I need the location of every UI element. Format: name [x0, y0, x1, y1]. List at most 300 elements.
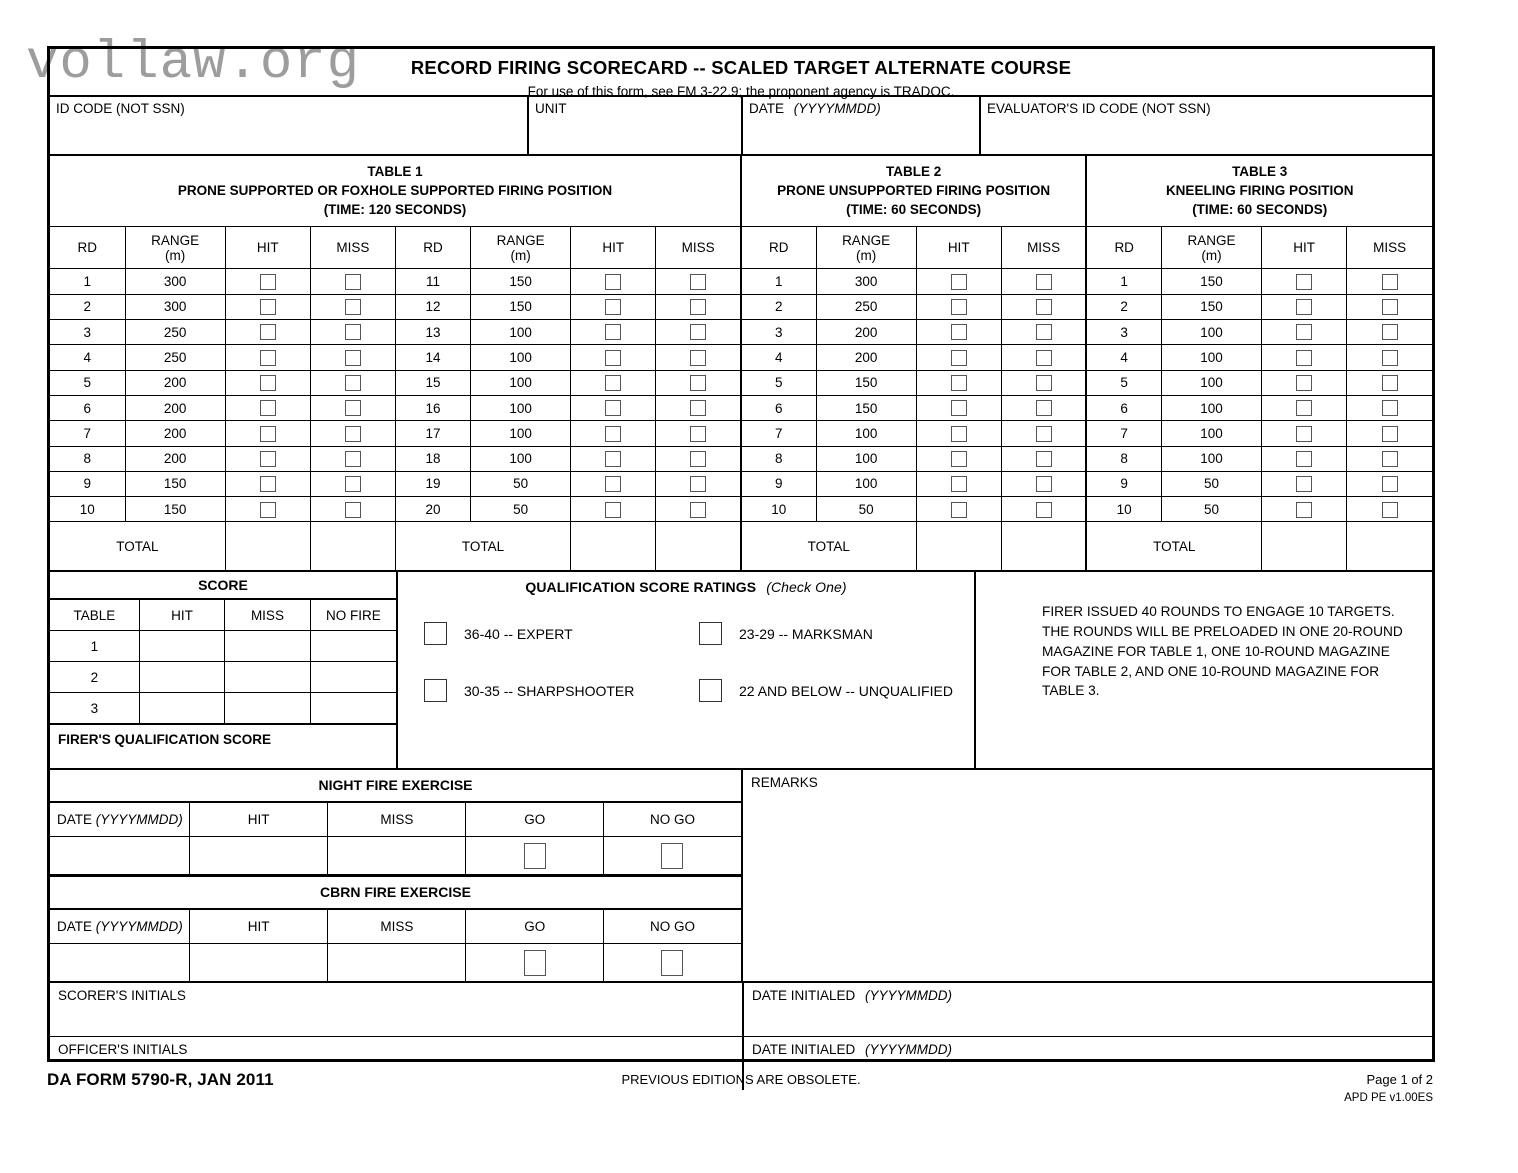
- table-1-total-hit-right[interactable]: [571, 522, 656, 572]
- t2-miss-cell[interactable]: [1001, 471, 1086, 496]
- checkbox-icon[interactable]: [690, 274, 706, 290]
- checkbox-icon[interactable]: [951, 426, 967, 442]
- night-fire-nogo-header: NO GO: [603, 803, 741, 837]
- col-rd: RD: [395, 227, 470, 269]
- t3-miss-cell[interactable]: [1347, 395, 1432, 420]
- t1-left-miss-cell[interactable]: [310, 421, 395, 446]
- t3-hit-cell[interactable]: [1262, 421, 1347, 446]
- t1-right-miss-cell[interactable]: [656, 269, 741, 294]
- t3-range: 100: [1161, 446, 1261, 471]
- col-miss: MISS: [310, 227, 395, 269]
- col-range-unit: (m): [1201, 247, 1222, 263]
- t1-left-hit-cell[interactable]: [225, 446, 310, 471]
- t1-right-range: 150: [471, 294, 571, 319]
- table-row: [50, 497, 1432, 522]
- t1-left-rd: 7: [50, 421, 125, 446]
- cbrn-fire-nogo-header: NO GO: [603, 910, 741, 944]
- checkbox-icon[interactable]: [1382, 426, 1398, 442]
- t1-right-hit-cell[interactable]: [571, 370, 656, 395]
- score-row: [50, 693, 396, 724]
- officer-date-initialed-field[interactable]: [743, 1037, 1432, 1091]
- checkbox-icon[interactable]: [661, 950, 683, 976]
- t1-right-rd: 11: [395, 269, 470, 294]
- t3-range: 100: [1161, 421, 1261, 446]
- scorer-date-initialed-field[interactable]: [743, 983, 1432, 1037]
- t1-right-hit-cell[interactable]: [571, 446, 656, 471]
- table-2-total-hit[interactable]: [916, 522, 1001, 572]
- t3-hit-cell[interactable]: [1262, 320, 1347, 345]
- t1-left-miss-cell[interactable]: [310, 370, 395, 395]
- checkbox-icon[interactable]: [605, 350, 621, 366]
- qualification-option-sharpshooter[interactable]: [424, 679, 699, 702]
- t1-left-rd: 2: [50, 294, 125, 319]
- t1-right-hit-cell[interactable]: [571, 269, 656, 294]
- t1-right-rd: 12: [395, 294, 470, 319]
- score-row-miss[interactable]: [225, 631, 310, 662]
- t2-miss-cell[interactable]: [1001, 395, 1086, 420]
- t3-hit-cell[interactable]: [1262, 269, 1347, 294]
- checkbox-icon[interactable]: [1382, 451, 1398, 467]
- t1-left-miss-cell[interactable]: [310, 320, 395, 345]
- score-row-nofire[interactable]: [310, 693, 396, 724]
- score-qualification-section: [50, 572, 1432, 768]
- t3-hit-cell[interactable]: [1262, 446, 1347, 471]
- t1-left-hit-cell[interactable]: [225, 320, 310, 345]
- checkbox-icon[interactable]: [1036, 299, 1052, 315]
- t2-hit-cell[interactable]: [916, 446, 1001, 471]
- t3-range: 100: [1161, 395, 1261, 420]
- t3-range: 50: [1161, 471, 1261, 496]
- t2-hit-cell[interactable]: [916, 471, 1001, 496]
- qualification-check-one-hint: (Check One): [766, 579, 847, 596]
- score-row-miss[interactable]: [225, 693, 310, 724]
- checkbox-icon[interactable]: [1296, 502, 1312, 518]
- checkbox-icon[interactable]: [661, 843, 683, 869]
- unit-field[interactable]: [528, 97, 742, 155]
- evaluator-id-field[interactable]: [980, 97, 1432, 155]
- t1-right-hit-cell[interactable]: [571, 320, 656, 345]
- t1-left-hit-cell[interactable]: [225, 345, 310, 370]
- t2-hit-cell[interactable]: [916, 269, 1001, 294]
- cbrn-fire-miss-value[interactable]: [328, 944, 466, 982]
- checkbox-icon[interactable]: [345, 299, 361, 315]
- t1-right-miss-cell[interactable]: [656, 471, 741, 496]
- t2-rd: 5: [741, 370, 816, 395]
- checkbox-icon[interactable]: [1036, 350, 1052, 366]
- checkbox-icon[interactable]: [1382, 274, 1398, 290]
- checkbox-icon[interactable]: [345, 400, 361, 416]
- t2-miss-cell[interactable]: [1001, 269, 1086, 294]
- t3-hit-cell[interactable]: [1262, 294, 1347, 319]
- checkbox-icon[interactable]: [524, 950, 546, 976]
- checkbox-icon[interactable]: [1382, 299, 1398, 315]
- checkbox-icon[interactable]: [951, 476, 967, 492]
- checkbox-icon[interactable]: [605, 375, 621, 391]
- col-range-unit: (m): [510, 247, 531, 263]
- checkbox-icon[interactable]: [260, 502, 276, 518]
- cbrn-fire-date-label: DATE: [57, 919, 93, 935]
- t1-left-rd: 5: [50, 370, 125, 395]
- checkbox-icon[interactable]: [524, 843, 546, 869]
- checkbox-icon[interactable]: [424, 679, 447, 702]
- scorer-initials-field[interactable]: [50, 983, 743, 1037]
- col-range: [816, 227, 916, 269]
- checkbox-icon[interactable]: [1036, 426, 1052, 442]
- qualification-option-label: 36-40 -- EXPERT: [464, 625, 573, 642]
- qualification-option-marksman[interactable]: [699, 622, 974, 645]
- date-label: DATE: [749, 101, 785, 116]
- t2-miss-cell[interactable]: [1001, 320, 1086, 345]
- checkbox-icon[interactable]: [1296, 400, 1312, 416]
- checkbox-icon[interactable]: [1382, 350, 1398, 366]
- checkbox-icon[interactable]: [1036, 375, 1052, 391]
- t2-rd: 6: [741, 395, 816, 420]
- night-fire-date-value[interactable]: [50, 837, 190, 875]
- table-1-header: [50, 156, 741, 227]
- t3-hit-cell[interactable]: [1262, 471, 1347, 496]
- checkbox-icon[interactable]: [951, 400, 967, 416]
- ammunition-note-panel: [976, 572, 1432, 768]
- checkbox-icon[interactable]: [605, 400, 621, 416]
- t2-range: 250: [816, 294, 916, 319]
- score-row-hit[interactable]: [139, 662, 224, 693]
- officer-initials-label: OFFICER'S INITIALS: [58, 1042, 188, 1058]
- t1-left-range: 200: [125, 446, 225, 471]
- score-table: [50, 599, 396, 723]
- t2-hit-cell[interactable]: [916, 395, 1001, 420]
- t3-hit-cell[interactable]: [1262, 370, 1347, 395]
- t1-right-miss-cell[interactable]: [656, 294, 741, 319]
- t1-left-miss-cell[interactable]: [310, 345, 395, 370]
- checkbox-icon[interactable]: [1036, 274, 1052, 290]
- night-fire-hit-value[interactable]: [190, 837, 328, 875]
- t1-right-hit-cell[interactable]: [571, 497, 656, 522]
- checkbox-icon[interactable]: [260, 274, 276, 290]
- t1-left-rd: 8: [50, 446, 125, 471]
- checkbox-icon[interactable]: [690, 502, 706, 518]
- t2-range: 100: [816, 421, 916, 446]
- t1-left-hit-cell[interactable]: [225, 395, 310, 420]
- t3-rd: 10: [1086, 497, 1161, 522]
- t1-right-hit-cell[interactable]: [571, 345, 656, 370]
- checkbox-icon[interactable]: [690, 426, 706, 442]
- checkbox-icon[interactable]: [1296, 350, 1312, 366]
- checkbox-icon[interactable]: [951, 324, 967, 340]
- checkbox-icon[interactable]: [1036, 476, 1052, 492]
- checkbox-icon[interactable]: [690, 451, 706, 467]
- night-fire-date-header: [50, 803, 190, 837]
- t3-rd: 4: [1086, 345, 1161, 370]
- col-rd: RD: [1086, 227, 1161, 269]
- checkbox-icon[interactable]: [951, 451, 967, 467]
- checkbox-icon[interactable]: [424, 622, 447, 645]
- score-col-table: TABLE: [50, 600, 139, 631]
- night-cbrn-panel: [50, 770, 743, 981]
- checkbox-icon[interactable]: [1036, 400, 1052, 416]
- checkbox-icon[interactable]: [1382, 476, 1398, 492]
- checkbox-icon[interactable]: [1296, 274, 1312, 290]
- remarks-panel[interactable]: [743, 770, 1432, 981]
- t2-miss-cell[interactable]: [1001, 345, 1086, 370]
- qualification-option-unqualified[interactable]: [699, 679, 974, 702]
- t2-rd: 8: [741, 446, 816, 471]
- t3-miss-cell[interactable]: [1347, 320, 1432, 345]
- t1-right-hit-cell[interactable]: [571, 471, 656, 496]
- night-fire-miss-value[interactable]: [328, 837, 466, 875]
- night-fire-nogo-cell[interactable]: [603, 837, 741, 875]
- checkbox-icon[interactable]: [605, 299, 621, 315]
- checkbox-icon[interactable]: [260, 451, 276, 467]
- score-title: SCORE: [50, 572, 396, 599]
- officer-initials-field[interactable]: [50, 1037, 743, 1091]
- checkbox-icon[interactable]: [260, 476, 276, 492]
- t3-hit-cell[interactable]: [1262, 345, 1347, 370]
- table-1-total-miss-right[interactable]: [656, 522, 741, 572]
- id-code-field[interactable]: [50, 97, 528, 155]
- t1-right-range: 100: [471, 345, 571, 370]
- checkbox-icon[interactable]: [690, 400, 706, 416]
- t1-left-rd: 10: [50, 497, 125, 522]
- t3-hit-cell[interactable]: [1262, 497, 1347, 522]
- watermark: vollaw.org: [26, 33, 361, 94]
- table-3-time: (TIME: 60 SECONDS): [1192, 202, 1328, 218]
- table-1-time: (TIME: 120 SECONDS): [323, 202, 467, 218]
- t1-right-miss-cell[interactable]: [656, 446, 741, 471]
- col-rd: RD: [50, 227, 125, 269]
- checkbox-icon[interactable]: [605, 426, 621, 442]
- checkbox-icon[interactable]: [345, 350, 361, 366]
- t2-range: 100: [816, 471, 916, 496]
- remarks-label: REMARKS: [751, 775, 818, 791]
- cbrn-fire-miss-header: MISS: [328, 910, 466, 944]
- checkbox-icon[interactable]: [345, 502, 361, 518]
- checkbox-icon[interactable]: [260, 426, 276, 442]
- t1-right-range: 100: [471, 446, 571, 471]
- checkbox-icon[interactable]: [1296, 451, 1312, 467]
- checkbox-icon[interactable]: [1296, 476, 1312, 492]
- qualification-panel: [398, 572, 976, 768]
- score-row: [50, 631, 396, 662]
- t2-hit-cell[interactable]: [916, 370, 1001, 395]
- t3-miss-cell[interactable]: [1347, 446, 1432, 471]
- table-1-total-miss-left[interactable]: [310, 522, 395, 572]
- t1-right-miss-cell[interactable]: [656, 421, 741, 446]
- checkbox-icon[interactable]: [1296, 324, 1312, 340]
- checkbox-icon[interactable]: [1296, 299, 1312, 315]
- t1-right-rd: 15: [395, 370, 470, 395]
- checkbox-icon[interactable]: [690, 324, 706, 340]
- table-2-time: (TIME: 60 SECONDS): [846, 202, 982, 218]
- t1-left-rd: 6: [50, 395, 125, 420]
- t3-miss-cell[interactable]: [1347, 370, 1432, 395]
- score-col-nofire: NO FIRE: [310, 600, 396, 631]
- checkbox-icon[interactable]: [605, 324, 621, 340]
- table-3-total-miss[interactable]: [1347, 522, 1432, 572]
- t1-left-rd: 4: [50, 345, 125, 370]
- score-row-nofire[interactable]: [310, 662, 396, 693]
- t2-hit-cell[interactable]: [916, 497, 1001, 522]
- cbrn-fire-table: [50, 909, 741, 981]
- t1-left-miss-cell[interactable]: [310, 395, 395, 420]
- checkbox-icon[interactable]: [690, 476, 706, 492]
- t3-rd: 6: [1086, 395, 1161, 420]
- checkbox-icon[interactable]: [1296, 375, 1312, 391]
- t2-hit-cell[interactable]: [916, 320, 1001, 345]
- checkbox-icon[interactable]: [605, 274, 621, 290]
- t2-hit-cell[interactable]: [916, 294, 1001, 319]
- t2-miss-cell[interactable]: [1001, 446, 1086, 471]
- t3-rd: 2: [1086, 294, 1161, 319]
- checkbox-icon[interactable]: [690, 375, 706, 391]
- t3-miss-cell[interactable]: [1347, 497, 1432, 522]
- t1-left-hit-cell[interactable]: [225, 497, 310, 522]
- t1-left-hit-cell[interactable]: [225, 370, 310, 395]
- t1-left-hit-cell[interactable]: [225, 294, 310, 319]
- t1-right-hit-cell[interactable]: [571, 294, 656, 319]
- t1-left-hit-cell[interactable]: [225, 421, 310, 446]
- checkbox-icon[interactable]: [260, 299, 276, 315]
- checkbox-icon[interactable]: [1296, 426, 1312, 442]
- checkbox-icon[interactable]: [690, 350, 706, 366]
- table-row: [50, 294, 1432, 319]
- t3-hit-cell[interactable]: [1262, 395, 1347, 420]
- score-row-nofire[interactable]: [310, 631, 396, 662]
- cbrn-fire-hit-value[interactable]: [190, 944, 328, 982]
- table-3-position: KNEELING FIRING POSITION: [1165, 183, 1354, 199]
- night-fire-go-header: GO: [466, 803, 604, 837]
- date-initialed-format: (YYYYMMDD): [865, 1042, 953, 1058]
- checkbox-icon[interactable]: [260, 400, 276, 416]
- col-range-label: RANGE: [1187, 232, 1236, 248]
- t1-right-rd: 13: [395, 320, 470, 345]
- t2-miss-cell[interactable]: [1001, 497, 1086, 522]
- t1-right-range: 50: [471, 471, 571, 496]
- t1-left-miss-cell[interactable]: [310, 269, 395, 294]
- checkbox-icon[interactable]: [605, 451, 621, 467]
- t1-right-hit-cell[interactable]: [571, 395, 656, 420]
- checkbox-icon[interactable]: [1382, 324, 1398, 340]
- checkbox-icon[interactable]: [345, 274, 361, 290]
- checkbox-icon[interactable]: [605, 502, 621, 518]
- table-1-total-hit-left[interactable]: [225, 522, 310, 572]
- score-row-hit[interactable]: [139, 693, 224, 724]
- t1-right-range: 150: [471, 269, 571, 294]
- t2-miss-cell[interactable]: [1001, 294, 1086, 319]
- table-2-total-label: TOTAL: [741, 522, 916, 572]
- title-block: [50, 49, 1432, 100]
- checkbox-icon[interactable]: [260, 375, 276, 391]
- t2-miss-cell[interactable]: [1001, 370, 1086, 395]
- checkbox-icon[interactable]: [260, 350, 276, 366]
- checkbox-icon[interactable]: [690, 299, 706, 315]
- checkbox-icon[interactable]: [1036, 451, 1052, 467]
- table-row: [50, 345, 1432, 370]
- t3-miss-cell[interactable]: [1347, 421, 1432, 446]
- checkbox-icon[interactable]: [345, 324, 361, 340]
- t1-left-miss-cell[interactable]: [310, 446, 395, 471]
- t1-right-miss-cell[interactable]: [656, 320, 741, 345]
- t3-miss-cell[interactable]: [1347, 471, 1432, 496]
- checkbox-icon[interactable]: [951, 350, 967, 366]
- checkbox-icon[interactable]: [951, 502, 967, 518]
- checkbox-icon[interactable]: [1382, 502, 1398, 518]
- qualification-title: [398, 572, 974, 595]
- cbrn-fire-nogo-cell[interactable]: [603, 944, 741, 982]
- t1-right-rd: 19: [395, 471, 470, 496]
- score-row-hit[interactable]: [139, 631, 224, 662]
- checkbox-icon[interactable]: [260, 324, 276, 340]
- cbrn-fire-hit-header: HIT: [190, 910, 328, 944]
- date-field[interactable]: [742, 97, 980, 155]
- score-row-miss[interactable]: [225, 662, 310, 693]
- t1-right-hit-cell[interactable]: [571, 421, 656, 446]
- cbrn-fire-date-value[interactable]: [50, 944, 190, 982]
- t3-miss-cell[interactable]: [1347, 294, 1432, 319]
- checkbox-icon[interactable]: [1036, 502, 1052, 518]
- apd-version: APD PE v1.00ES: [1344, 1092, 1433, 1104]
- t1-left-hit-cell[interactable]: [225, 471, 310, 496]
- checkbox-icon[interactable]: [605, 476, 621, 492]
- checkbox-icon[interactable]: [951, 274, 967, 290]
- checkbox-icon[interactable]: [699, 622, 722, 645]
- checkbox-icon[interactable]: [951, 299, 967, 315]
- night-fire-date-format: (YYYYMMDD): [95, 812, 183, 828]
- cbrn-fire-go-cell[interactable]: [466, 944, 604, 982]
- table-3-name: TABLE 3: [1232, 164, 1288, 179]
- t2-miss-cell[interactable]: [1001, 421, 1086, 446]
- t1-right-miss-cell[interactable]: [656, 395, 741, 420]
- checkbox-icon[interactable]: [951, 375, 967, 391]
- t1-left-miss-cell[interactable]: [310, 294, 395, 319]
- t3-miss-cell[interactable]: [1347, 269, 1432, 294]
- t1-left-miss-cell[interactable]: [310, 471, 395, 496]
- checkbox-icon[interactable]: [1382, 400, 1398, 416]
- checkbox-icon[interactable]: [345, 451, 361, 467]
- checkbox-icon[interactable]: [1036, 324, 1052, 340]
- checkbox-icon[interactable]: [345, 476, 361, 492]
- t2-rd: 2: [741, 294, 816, 319]
- t1-left-miss-cell[interactable]: [310, 497, 395, 522]
- col-hit: HIT: [1262, 227, 1347, 269]
- t1-right-miss-cell[interactable]: [656, 497, 741, 522]
- t2-rd: 4: [741, 345, 816, 370]
- identification-row: [50, 97, 1432, 156]
- t3-miss-cell[interactable]: [1347, 345, 1432, 370]
- qualification-option-expert[interactable]: [424, 622, 699, 645]
- night-fire-miss-header: MISS: [328, 803, 466, 837]
- t2-range: 150: [816, 395, 916, 420]
- t1-left-hit-cell[interactable]: [225, 269, 310, 294]
- table-row: [50, 471, 1432, 496]
- t2-hit-cell[interactable]: [916, 421, 1001, 446]
- t1-right-miss-cell[interactable]: [656, 370, 741, 395]
- night-fire-hit-header: HIT: [190, 803, 328, 837]
- checkbox-icon[interactable]: [699, 679, 722, 702]
- form-identifier: DA FORM 5790-R, JAN 2011: [47, 1070, 274, 1089]
- night-fire-go-cell[interactable]: [466, 837, 604, 875]
- t1-left-rd: 9: [50, 471, 125, 496]
- t1-right-rd: 17: [395, 421, 470, 446]
- checkbox-icon[interactable]: [1382, 375, 1398, 391]
- t2-hit-cell[interactable]: [916, 345, 1001, 370]
- checkbox-icon[interactable]: [345, 375, 361, 391]
- previous-editions-notice: PREVIOUS EDITIONS ARE OBSOLETE.: [621, 1072, 861, 1087]
- checkbox-icon[interactable]: [345, 426, 361, 442]
- table-1-position: PRONE SUPPORTED OR FOXHOLE SUPPORTED FIRING POSITION: [177, 183, 613, 199]
- table-2-total-miss[interactable]: [1001, 522, 1086, 572]
- table-3-total-hit[interactable]: [1262, 522, 1347, 572]
- t1-right-miss-cell[interactable]: [656, 345, 741, 370]
